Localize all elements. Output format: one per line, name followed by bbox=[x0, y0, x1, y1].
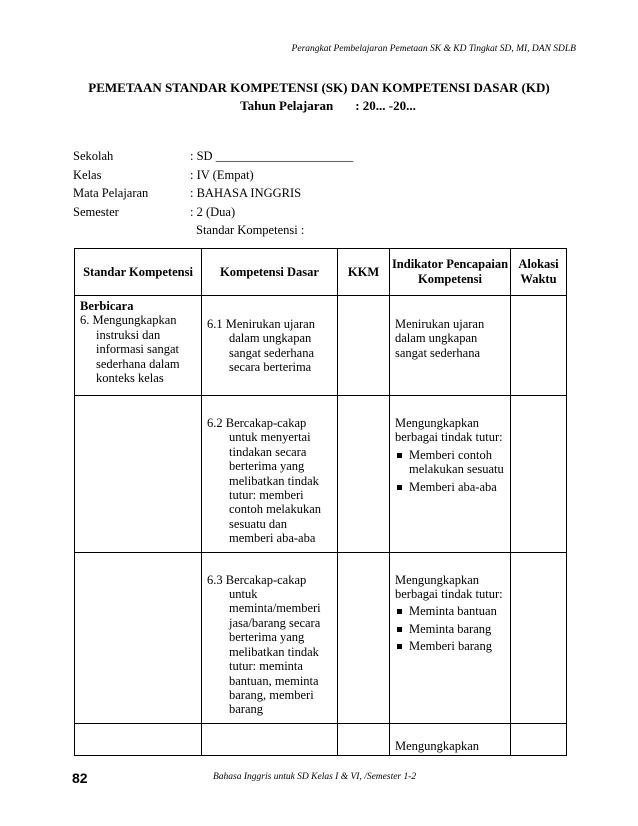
kd-cell bbox=[202, 396, 338, 553]
header-kd: Kompetensi Dasar bbox=[202, 249, 338, 296]
bullet-item: Meminta bantuan bbox=[395, 604, 506, 618]
info-label: Kelas bbox=[73, 167, 102, 182]
mapping-table bbox=[74, 248, 567, 756]
kd-text: 6.1 Menirukan ujaran dalam ungkapan sangat sederhana secara berterima bbox=[207, 317, 315, 375]
indikator-text: Mengungkapkan berbagai tindak tutur: bbox=[395, 572, 503, 602]
bullet-item: Memberi contoh melakukan sesuatu bbox=[395, 448, 506, 477]
table-row bbox=[75, 723, 567, 755]
info-value: : SD ______________________ bbox=[190, 149, 354, 163]
table-header-row bbox=[75, 249, 567, 296]
info-row-semester bbox=[73, 203, 353, 222]
header-sk: Standar Kompetensi bbox=[75, 249, 202, 296]
section-label: Berbicara bbox=[80, 299, 134, 313]
kd-text: 6.3 Bercakap-cakap untuk meminta/memberi jasa/barang secara berterima yang melibatkan tindak tutur: meminta bantuan, meminta barang, memberi barang bbox=[207, 572, 321, 717]
school-info bbox=[73, 147, 353, 240]
kkm-cell bbox=[338, 552, 390, 723]
sk-cell bbox=[75, 396, 202, 553]
table-row bbox=[75, 296, 567, 396]
info-value: : BAHASA INGGRIS bbox=[190, 186, 302, 200]
header-kkm: KKM bbox=[338, 249, 390, 296]
sk-cell bbox=[75, 552, 202, 723]
info-label: Mata Pelajaran bbox=[73, 186, 149, 200]
alokasi-cell bbox=[511, 552, 567, 723]
sk-cell bbox=[75, 723, 202, 755]
kd-text: 6.2 Bercakap-cakap untuk menyertai tindakan secara berterima yang melibatkan tindak tutur: memberi contoh melakukan sesuatu dan memberi aba-aba bbox=[207, 416, 321, 546]
square-bullet-icon bbox=[397, 627, 402, 632]
table-row bbox=[75, 552, 567, 723]
indikator-cell bbox=[390, 552, 511, 723]
year-label: Tahun Pelajaran bbox=[240, 98, 334, 113]
kkm-cell bbox=[338, 396, 390, 553]
alokasi-cell bbox=[511, 296, 567, 396]
info-row-school bbox=[73, 147, 353, 166]
kkm-cell bbox=[338, 723, 390, 755]
square-bullet-icon bbox=[397, 485, 402, 490]
sk-cell bbox=[75, 296, 202, 396]
kd-cell bbox=[202, 296, 338, 396]
square-bullet-icon bbox=[397, 644, 402, 649]
alokasi-cell bbox=[511, 396, 567, 553]
kd-cell bbox=[202, 552, 338, 723]
page-number: 82 bbox=[72, 770, 88, 786]
footer-text: Bahasa Inggris untuk SD Kelas I & VI, /Semester 1-2 bbox=[213, 772, 417, 782]
title-line-1: PEMETAAN STANDAR KOMPETENSI (SK) DAN KOMPETENSI DASAR (KD) bbox=[88, 80, 550, 95]
indikator-cell bbox=[390, 723, 511, 755]
square-bullet-icon bbox=[397, 609, 402, 614]
info-value: : IV (Empat) bbox=[190, 167, 254, 182]
year-value: : 20... -20... bbox=[355, 98, 416, 113]
header-indikator: Indikator Pencapaian Kompetensi bbox=[390, 249, 511, 296]
indikator-text: Mengungkapkan berbagai tindak tutur: bbox=[395, 416, 503, 445]
indikator-text: Menirukan ujaran dalam ungkapan sangat sederhana bbox=[395, 317, 485, 360]
indikator-cell bbox=[390, 396, 511, 553]
standar-kompetensi-label: Standar Kompetensi : bbox=[196, 223, 305, 237]
info-row-subject bbox=[73, 184, 353, 203]
info-label: Sekolah bbox=[73, 149, 114, 163]
info-value: : 2 (Dua) bbox=[190, 204, 236, 219]
info-label: Semester bbox=[73, 204, 119, 219]
bullet-item: Memberi barang bbox=[395, 639, 506, 653]
document-title bbox=[0, 79, 638, 115]
kd-cell bbox=[202, 723, 338, 755]
sk-text: 6. Mengungkapkan instruksi dan informasi sangat sederhana dalam konteks kelas bbox=[80, 313, 180, 386]
running-head: Perangkat Pembelajaran Pemetaan SK & KD Tingkat SD, MI, DAN SDLB bbox=[291, 44, 576, 54]
info-row-class bbox=[73, 166, 353, 185]
bullet-item: Meminta barang bbox=[395, 622, 506, 636]
square-bullet-icon bbox=[397, 453, 402, 458]
indikator-cell bbox=[390, 296, 511, 396]
table-row bbox=[75, 396, 567, 553]
kkm-cell bbox=[338, 296, 390, 396]
bullet-item: Memberi aba-aba bbox=[395, 480, 506, 494]
alokasi-cell bbox=[511, 723, 567, 755]
title-line-2 bbox=[0, 97, 638, 115]
header-alokasi: Alokasi Waktu bbox=[511, 249, 567, 296]
indikator-text: Mengungkapkan bbox=[395, 738, 480, 753]
